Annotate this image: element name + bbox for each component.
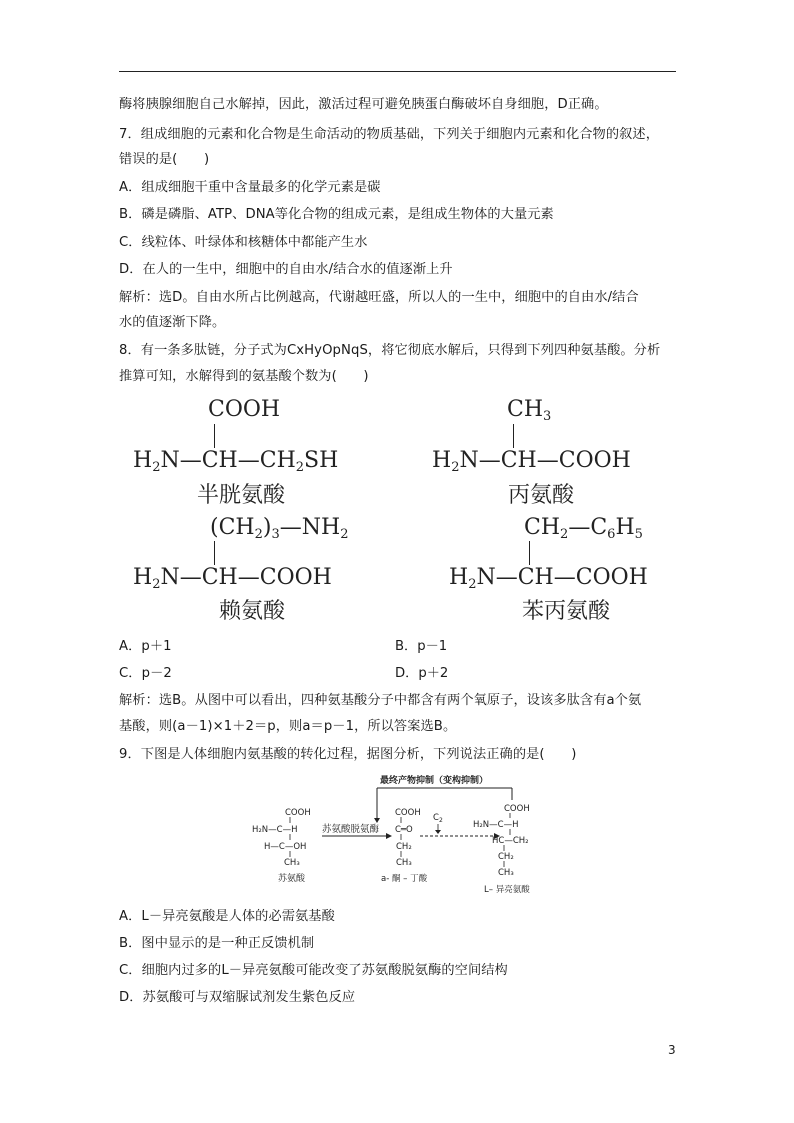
question-8-stem-cont: 推算可知，水解得到的氨基酸个数为( ) (119, 369, 369, 384)
keto-cooh: COOH (395, 808, 421, 818)
bond-line (214, 541, 215, 565)
question-8-option-b: B．p－1 (395, 639, 448, 654)
ile-cooh: COOH (504, 804, 530, 814)
bond-line (214, 424, 215, 448)
ala-main-chain: $H_2N—CH—COOH$ (432, 448, 631, 475)
answer-7-line2: 水的值逐渐下降。 (119, 315, 226, 330)
ile-row2: HC—CH₂ (492, 836, 529, 846)
phe-main-chain: $H_2N—CH—COOH$ (449, 565, 648, 592)
question-9-stem: 9．下图是人体细胞内氨基酸的转化过程，据图分析，下列说法正确的是( ) (119, 747, 577, 762)
lys-side-chain: $(CH_2)_3—NH_2$ (210, 515, 349, 542)
question-7-stem-cont: 错误的是( ) (119, 152, 210, 167)
cys-cooh: COOH (208, 397, 281, 422)
question-8-option-c: C．p－2 (119, 666, 172, 681)
c2-label: $C_2$ (433, 813, 443, 824)
bond-line (529, 541, 530, 565)
inhibition-label: 最终产物抑制（变构抑制） (380, 776, 489, 786)
keto-row1: C═O (395, 825, 413, 835)
lysine-name: 赖氨酸 (219, 599, 286, 624)
keto-ch2: CH₂ (396, 842, 412, 852)
lys-main-chain: $H_2N—CH—COOH$ (133, 565, 332, 592)
ketobutyrate-name: a- 酮 – 丁酸 (381, 874, 428, 884)
isoleucine-name: L– 异亮氨酸 (484, 885, 530, 895)
thr-row1: H₂N—C—H (252, 825, 298, 835)
cysteine-name: 半胱氨酸 (197, 483, 286, 508)
page-number: 3 (668, 1043, 676, 1057)
text-line: 酶将胰腺细胞自己水解掉，因此，激活过程可避免胰蛋白酶破坏自身细胞，D正确。 (119, 97, 608, 112)
cys-main-chain: $H_2N—CH—CH_2SH$ (133, 448, 339, 475)
question-7-option-b: B．磷是磷脂、ATP、DNA等化合物的组成元素，是组成生物体的大量元素 (119, 207, 554, 222)
thr-row2: H—C—OH (264, 842, 307, 852)
question-7-option-d: D．在人的一生中，细胞中的自由水/结合水的值逐渐上升 (119, 262, 453, 277)
c2-arrowhead (435, 830, 441, 834)
bond-line (513, 424, 514, 448)
question-8-option-a: A．p＋1 (119, 639, 172, 654)
amino-acid-conversion-diagram (248, 772, 548, 897)
question-9-option-d: D．苏氨酸可与双缩脲试剂发生紫色反应 (119, 990, 356, 1005)
ala-ch3: $CH_3$ (507, 397, 552, 424)
header-rule (119, 71, 676, 72)
phenylalanine-name: 苯丙氨酸 (522, 599, 611, 624)
phe-side-chain: $CH_2—C_6H_5$ (524, 515, 643, 542)
enzyme-arrowhead (386, 833, 392, 839)
ile-ch2: CH₂ (498, 852, 514, 862)
question-8-stem: 8．有一条多肽链，分子式为CxHyOpNqS，将它彻底水解后，只得到下列四种氨基酸。分析 (119, 343, 661, 358)
enzyme-label: 苏氨酸脱氨酶 (322, 824, 380, 835)
answer-7-line1: 解析：选D。自由水所占比例越高，代谢越旺盛，所以人的一生中，细胞中的自由水/结合 (119, 290, 639, 305)
question-9-option-b: B．图中显示的是一种正反馈机制 (119, 936, 315, 951)
feedback-arrowhead (374, 818, 380, 823)
thr-ch3: CH₃ (284, 858, 300, 868)
question-9-option-c: C．细胞内过多的L－异亮氨酸可能改变了苏氨酸脱氨酶的空间结构 (119, 963, 508, 978)
question-8-option-d: D．p＋2 (395, 666, 449, 681)
threonine-name: 苏氨酸 (278, 874, 306, 884)
question-7-stem: 7．组成细胞的元素和化合物是生命活动的物质基础，下列关于细胞内元素和化合物的叙述， (119, 127, 659, 142)
thr-cooh: COOH (285, 808, 311, 818)
alanine-name: 丙氨酸 (508, 483, 575, 508)
answer-8-line2: 基酸，则(a－1)×1＋2＝p，则a＝p－1，所以答案选B。 (119, 719, 457, 734)
answer-8-line1: 解析：选B。从图中可以看出，四种氨基酸分子中都含有两个氧原子，设该多肽含有a个氨 (119, 693, 642, 708)
ile-ch3: CH₃ (498, 868, 514, 878)
question-7-option-c: C．线粒体、叶绿体和核糖体中都能产生水 (119, 235, 368, 250)
ile-row1: H₂N—C—H (473, 820, 519, 830)
question-7-option-a: A．组成细胞干重中含量最多的化学元素是碳 (119, 180, 381, 195)
question-9-option-a: A．L－异亮氨酸是人体的必需氨基酸 (119, 909, 335, 924)
keto-ch3: CH₃ (396, 858, 412, 868)
